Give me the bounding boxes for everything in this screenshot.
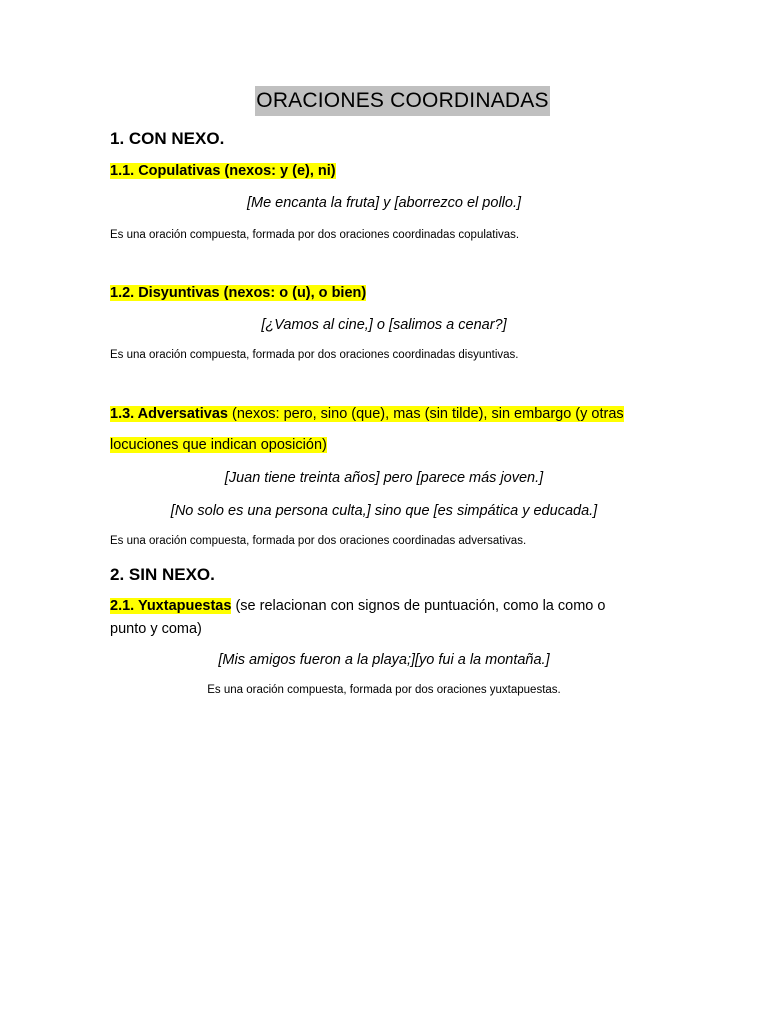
subheading-adversativas-line2 [110, 437, 327, 453]
example-adversativas-1: [Juan tiene treinta años] pero [parece más joven.] [224, 470, 544, 486]
subheading-copulativas-text: 1.1. Copulativas (nexos: y (e), ni) [110, 163, 336, 179]
subheading-copulativas [110, 163, 336, 179]
subheading-adversativas-line2-text: locuciones que indican oposición) [110, 437, 327, 453]
note-adversativas: Es una oración compuesta, formada por dos oraciones coordinadas adversativas. [110, 535, 527, 547]
section-heading-con-nexo: 1. CON NEXO. [110, 129, 225, 148]
example-disyuntivas: [¿Vamos al cine,] o [salimos a cenar?] [261, 317, 507, 333]
note-yuxtapuestas: Es una oración compuesta, formada por dos oraciones yuxtapuestas. [207, 684, 561, 696]
section-heading-sin-nexo: 2. SIN NEXO. [110, 565, 215, 584]
subheading-yuxtapuestas-bold: 2.1. Yuxtapuestas [110, 598, 232, 614]
subheading-yuxtapuestas [110, 598, 605, 614]
subheading-adversativas-rest: (nexos: pero, sino (que), mas (sin tilde), sin embargo (y otras [227, 406, 624, 422]
subheading-yuxtapuestas-rest: (se relacionan con signos de puntuación, como la como o [231, 598, 606, 614]
subheading-disyuntivas [110, 285, 366, 301]
note-disyuntivas: Es una oración compuesta, formada por dos oraciones coordinadas disyuntivas. [110, 349, 519, 361]
subheading-adversativas [110, 406, 624, 422]
subheading-yuxtapuestas-line2: punto y coma) [110, 621, 202, 637]
subheading-adversativas-bold: 1.3. Adversativas [110, 406, 228, 422]
subheading-disyuntivas-text: 1.2. Disyuntivas (nexos: o (u), o bien) [110, 285, 367, 301]
page-title: ORACIONES COORDINADAS [255, 86, 550, 116]
note-copulativas: Es una oración compuesta, formada por dos oraciones coordinadas copulativas. [110, 229, 520, 241]
example-adversativas-2: [No solo es una persona culta,] sino que [es simpática y educada.] [170, 503, 598, 519]
example-copulativas: [Me encanta la fruta] y [aborrezco el pollo.] [246, 195, 522, 211]
example-yuxtapuestas: [Mis amigos fueron a la playa;][yo fui a la montaña.] [218, 652, 550, 668]
